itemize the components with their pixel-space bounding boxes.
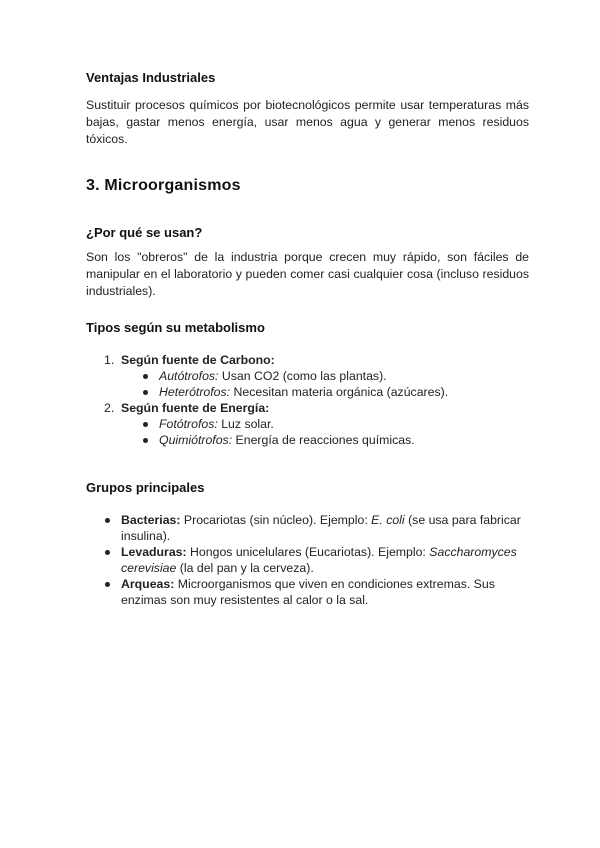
sub-list-item: Fotótrofos: Luz solar. (159, 417, 274, 431)
bullet-icon (105, 518, 110, 523)
list-number: 1. (104, 353, 115, 367)
list-item: Arqueas: Microorganismos que viven en condiciones extremas. Sus (121, 577, 495, 591)
sub-list-item: Autótrofos: Usan CO2 (como las plantas). (159, 369, 387, 383)
por-que-heading: ¿Por qué se usan? (86, 225, 203, 240)
sub-list-item: Quimiótrofos: Energía de reacciones químicas. (159, 433, 415, 447)
ventajas-heading: Ventajas Industriales (86, 70, 216, 85)
ventajas-paragraph: Sustituir procesos químicos por biotecnológicos permite usar temperaturas más bajas, gastar menos energía, usar menos agua y generar menos residuos tóxicos. (86, 98, 529, 146)
bullet-icon (143, 390, 148, 395)
list-item: Levaduras: Hongos unicelulares (Eucariotas). Ejemplo: Saccharomyces (121, 545, 517, 559)
bullet-icon (105, 582, 110, 587)
grupos-heading: Grupos principales (86, 480, 205, 495)
list-item-continuation: enzimas son muy resistentes al calor o la sal. (121, 593, 369, 607)
list-number: 2. (104, 401, 115, 415)
list-item-continuation: cerevisiae (la del pan y la cerveza). (121, 561, 314, 575)
bullet-icon (143, 422, 148, 427)
tipos-heading: Tipos según su metabolismo (86, 320, 265, 335)
list-item-continuation: insulina). (121, 529, 171, 543)
bullet-icon (143, 374, 148, 379)
bullet-icon (143, 438, 148, 443)
sub-list-item: Heterótrofos: Necesitan materia orgánica (azúcares). (159, 385, 449, 399)
list-item-label: Según fuente de Carbono: (121, 353, 275, 367)
section-title: 3. Microorganismos (86, 177, 241, 194)
por-que-paragraph: Son los "obreros" de la industria porque crecen muy rápido, son fáciles de manipular en el laboratorio y pueden comer casi cualquier cosa (incluso residuos industriales). (86, 250, 529, 298)
list-item: Bacterias: Procariotas (sin núcleo). Ejemplo: E. coli (se usa para fabricar (121, 513, 521, 527)
bullet-icon (105, 550, 110, 555)
list-item-label: Según fuente de Energía: (121, 401, 270, 415)
